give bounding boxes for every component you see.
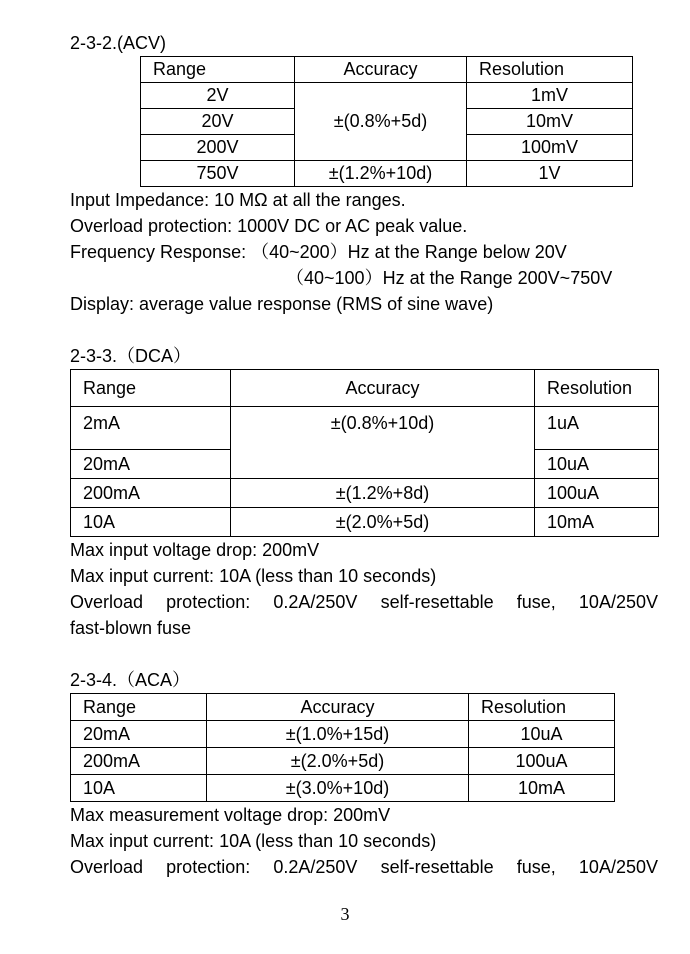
range-cell: 20V [141, 109, 295, 135]
resolution-cell: 10uA [535, 450, 659, 479]
table-row [71, 407, 659, 450]
range-cell: 2mA [71, 407, 231, 450]
table-header-row [71, 370, 659, 407]
spacer [70, 317, 658, 343]
acv-note-frequency: Frequency Response: （40~200）Hz at the Range below 20V [70, 242, 567, 262]
header-accuracy: Accuracy [207, 694, 469, 721]
accuracy-cell: ±(1.0%+15d) [207, 721, 469, 748]
acv-note-frequency-2: （40~100）Hz at the Range 200V~750V [286, 268, 613, 288]
header-accuracy: Accuracy [295, 57, 467, 83]
resolution-cell: 1uA [535, 407, 659, 450]
accuracy-cell: ±(3.0%+10d) [207, 775, 469, 802]
range-cell: 10A [71, 508, 231, 537]
accuracy-cell: ±(2.0%+5d) [207, 748, 469, 775]
acv-table [140, 56, 633, 187]
resolution-cell: 1V [467, 161, 633, 187]
accuracy-cell: ±(1.2%+8d) [231, 479, 535, 508]
acv-note-overload: Overload protection: 1000V DC or AC peak value. [70, 216, 468, 236]
resolution-cell: 10mA [469, 775, 615, 802]
table-row [71, 748, 615, 775]
range-cell: 2V [141, 83, 295, 109]
range-cell: 200mA [71, 479, 231, 508]
resolution-cell: 10uA [469, 721, 615, 748]
accuracy-cell: ±(1.2%+10d) [295, 161, 467, 187]
table-row [141, 83, 633, 109]
range-cell: 20mA [71, 450, 231, 479]
table-row [71, 508, 659, 537]
accuracy-cell: ±(0.8%+5d) [295, 83, 467, 161]
table-header-row [71, 694, 615, 721]
acv-heading: 2-3-2.(ACV) [70, 33, 167, 53]
aca-note-max-current: Max input current: 10A (less than 10 seconds) [70, 831, 437, 851]
aca-table [70, 693, 615, 802]
page-number: 3 [340, 904, 350, 924]
table-row [71, 479, 659, 508]
resolution-cell: 100mV [467, 135, 633, 161]
range-cell: 10A [71, 775, 207, 802]
dca-note-overload: Overload protection: 0.2A/250V self-resettable fuse, 10A/250V [70, 592, 658, 612]
aca-note-voltage-drop: Max measurement voltage drop: 200mV [70, 805, 391, 825]
resolution-cell: 100uA [535, 479, 659, 508]
resolution-cell: 10mA [535, 508, 659, 537]
acv-note-impedance: Input Impedance: 10 MΩ at all the ranges. [70, 190, 406, 210]
header-range: Range [141, 57, 295, 83]
resolution-cell: 10mV [467, 109, 633, 135]
header-resolution: Resolution [469, 694, 615, 721]
dca-note-voltage-drop: Max input voltage drop: 200mV [70, 540, 320, 560]
range-cell: 200V [141, 135, 295, 161]
resolution-cell: 1mV [467, 83, 633, 109]
table-row [71, 721, 615, 748]
dca-table [70, 369, 659, 537]
table-row [71, 775, 615, 802]
range-cell: 20mA [71, 721, 207, 748]
dca-heading: 2-3-3.（DCA） [70, 346, 192, 366]
header-range: Range [71, 694, 207, 721]
header-resolution: Resolution [467, 57, 633, 83]
accuracy-cell: ±(0.8%+10d) [231, 407, 535, 479]
manual-page [70, 30, 658, 880]
spacer [70, 641, 658, 667]
dca-note-overload-2: fast-blown fuse [70, 618, 192, 638]
header-accuracy: Accuracy [231, 370, 535, 407]
range-cell: 200mA [71, 748, 207, 775]
aca-heading: 2-3-4.（ACA） [70, 670, 191, 690]
header-range: Range [71, 370, 231, 407]
range-cell: 750V [141, 161, 295, 187]
acv-note-display: Display: average value response (RMS of sine wave) [70, 294, 494, 314]
aca-note-overload: Overload protection: 0.2A/250V self-resettable fuse, 10A/250V [70, 857, 658, 877]
header-resolution: Resolution [535, 370, 659, 407]
resolution-cell: 100uA [469, 748, 615, 775]
table-header-row [141, 57, 633, 83]
accuracy-cell: ±(2.0%+5d) [231, 508, 535, 537]
dca-note-max-current: Max input current: 10A (less than 10 seconds) [70, 566, 437, 586]
table-row [141, 161, 633, 187]
